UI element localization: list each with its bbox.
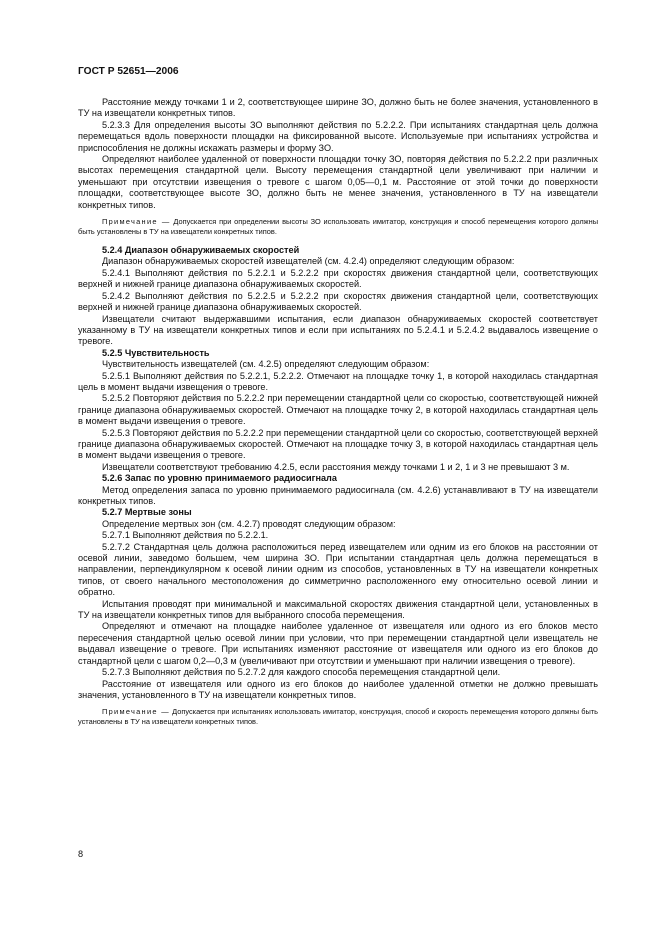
paragraph: Метод определения запаса по уровню принимаемого радиосигнала (см. 4.2.6) устанавливают в ТУ на извещатели конкретных типов. xyxy=(78,484,598,506)
document-page xyxy=(78,66,598,735)
paragraph: 5.2.5.2 Повторяют действия по 5.2.2.2 при перемещении стандартной цели со скоростью, соответствующей нижней границе диапазона обнаруживаемых скоростей. Отмечают на площадке точку 2, в которой находилась стандартная цель в момент выдачи извещения о тревоге. xyxy=(78,393,598,427)
paragraph: 5.2.4.2 Выполняют действия по 5.2.2.5 и 5.2.2.2 при скоростях движения стандартной цели, соответствующих верхней и нижней границе диапазона обнаруживаемых скоростей. xyxy=(78,290,598,313)
note-text: Допускается при испытаниях использовать имитатор, конструкция, способ и скорость перемещения которого должны быть установлены в ТУ на извещатели конкретных типов. xyxy=(78,707,598,727)
paragraph: 5.2.3.3 Для определения высоты ЗО выполняют действия по 5.2.2.2. При испытаниях стандартная цель должна перемещаться вдоль поверхности площадки на фиксированной высоте. Используемые при испытаниях устройства и приспособления не должны искажать размеры и форму ЗО. xyxy=(78,119,598,153)
paragraph: 5.2.7.1 Выполняют действия по 5.2.2.1. xyxy=(102,530,269,541)
document-header: ГОСТ Р 52651—2006 xyxy=(78,66,179,77)
paragraph: 5.2.5.1 Выполняют действия по 5.2.2.1, 5.2.2.2. Отмечают на площадке точку 1, в которой находилась стандартная цель в момент выдачи извещения о тревоге. xyxy=(78,370,598,392)
paragraph: 5.2.7.3 Выполняют действия по 5.2.7.2 для каждого способа перемещения стандартной цели. xyxy=(102,667,501,678)
paragraph: Расстояние между точками 1 и 2, соответствующее ширине ЗО, должно быть не более значения, установленного в ТУ на извещатели конкретных типов. xyxy=(78,97,598,119)
page-number: 8 xyxy=(78,849,84,859)
note-text: Допускается при определении высоты ЗО использовать имитатор, конструкция и способ перемещения которого должны быть установлены в ТУ на извещатели конкретных типов. xyxy=(78,217,599,237)
note-label: Примечание — xyxy=(102,217,171,227)
note xyxy=(78,217,598,237)
paragraph: 5.2.7.2 Стандартная цель должна расположиться перед извещателем или одним из его блоков на расстоянии от осевой линии, заведомо большем, чем ширина ЗО. При испытании стандартная цель должна перемещаться в направлении, перпендикулярном к осевой линии одним из способов, установленных в ТУ на извещатели конкретных типов, от своего начального местоположения до симметрично расположенного ему относительно осевой линии и обратно. xyxy=(78,541,598,598)
paragraph: Извещатели соответствуют требованию 4.2.5, если расстояния между точками 1 и 2, 1 и 3 не превышают 3 м. xyxy=(102,461,570,472)
paragraph: Чувствительность извещателей (см. 4.2.5) определяют следующим образом: xyxy=(102,359,430,370)
paragraph: Испытания проводят при минимальной и максимальной скоростях движения стандартной цели, установленных в ТУ на извещатели конкретных типов для выбранного способа перемещения. xyxy=(78,598,598,621)
paragraph: 5.2.5.3 Повторяют действия по 5.2.2.2 при перемещении стандартной цели со скоростью, соответствующей верхней границе диапазона обнаруживаемых скоростей. Отмечают на площадке точку 3, в которой находилась стандартная цель в момент выдачи извещения о тревоге. xyxy=(78,427,598,461)
paragraph: Извещатели считают выдержавшими испытания, если диапазон обнаруживаемых скоростей соответствует указанному в ТУ на извещатели конкретных типов и если при испытаниях по 5.2.4.1 и 5.2.4.2 выдавалось извещение о тревоге. xyxy=(78,313,598,347)
paragraph: Определяют и отмечают на площадке наиболее удаленное от извещателя или одного из его блоков место пересечения стандартной целью осевой линии при условии, что при перемещении стандартной цели извещатель не выдавал извещение о тревоге. При испытаниях изменяют расстояние от извещателя или одного из его блоков до стандартной цели с шагом 0,2—0,3 м (увеличивают при отсутствии и уменьшают при наличии извещения о тревоге). xyxy=(78,621,598,666)
section-heading: 5.2.4 Диапазон обнаруживаемых скоростей xyxy=(102,245,300,256)
paragraph: Расстояние от извещателя или одного из его блоков до наиболее удаленной отметки не должно превышать значения, установленного в ТУ на извещатели конкретных типов. xyxy=(78,678,598,700)
section-heading: 5.2.5 Чувствительность xyxy=(102,347,210,358)
paragraph: Определяют наиболее удаленной от поверхности площадки точку ЗО, повторяя действия по 5.2.2.2 при различных высотах перемещения стандартной цели. Высоту перемещения стандартной цели увеличивают при наличии и уменьшают при отсутствии извещения о тревоге с шагом 0,05—0,1 м. Расстояние от этой точки до поверхности площадки, соответствующее высоте ЗО, должно быть не менее значения, установленного в ТУ на извещатели конкретных типов. xyxy=(78,154,598,210)
section-heading: 5.2.7 Мертвые зоны xyxy=(102,507,192,518)
section-heading: 5.2.6 Запас по уровню принимаемого радиосигнала xyxy=(102,473,337,484)
paragraph: Диапазон обнаруживаемых скоростей извещателей (см. 4.2.4) определяют следующим образом: xyxy=(102,256,515,267)
paragraph: 5.2.4.1 Выполняют действия по 5.2.2.1 и 5.2.2.2 при скоростях движения стандартной цели, соответствующих верхней и нижней границе диапазона обнаруживаемых скоростей. xyxy=(78,267,598,290)
paragraph: Определение мертвых зон (см. 4.2.7) проводят следующим образом: xyxy=(102,518,396,529)
note-label: Примечание — xyxy=(102,707,170,717)
note xyxy=(78,707,598,727)
